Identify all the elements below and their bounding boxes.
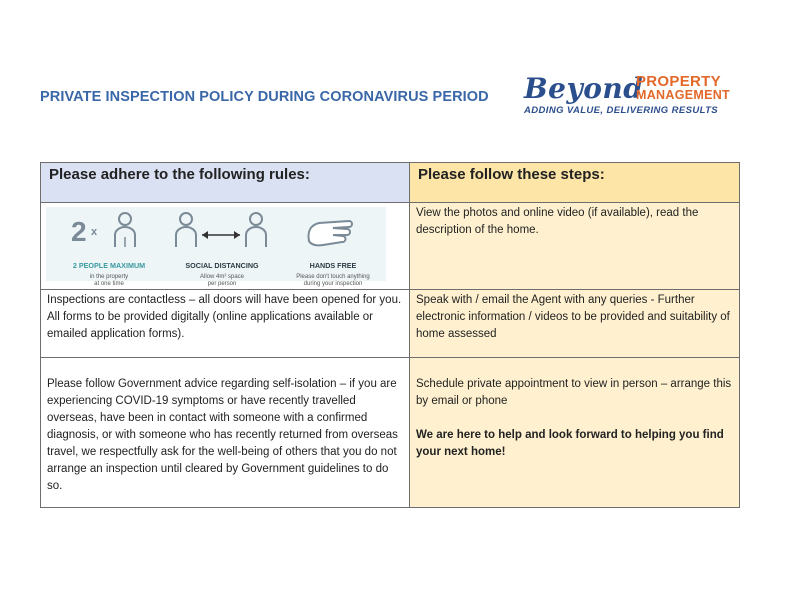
step-3-cell [410, 358, 740, 508]
people-max-sub1: in the property [89, 274, 129, 280]
logo-line-2: MANAGEMENT [636, 88, 730, 102]
steps-header: Please follow these steps: [410, 163, 740, 203]
rule-2-text: Inspections are contactless – all doors will have been opened for you. All forms to be provided digitally (online applications available or emailed application forms). [47, 294, 402, 340]
multiplier-number: 2 [71, 216, 87, 247]
people-max-sub2: at one time [94, 281, 124, 287]
rule-people-max [54, 211, 164, 288]
rules-header: Please adhere to the following rules: [41, 163, 410, 203]
logo-tagline: ADDING VALUE, DELIVERING RESULTS [524, 105, 719, 116]
social-distancing-icon [172, 211, 272, 249]
page-title: PRIVATE INSPECTION POLICY DURING CORONAVIRUS PERIOD [40, 89, 489, 105]
rule-3-cell [41, 358, 410, 508]
distancing-sub2: per person [207, 281, 237, 287]
logo-line-1: PROPERTY [636, 73, 721, 90]
step-1-cell [410, 203, 740, 290]
step-3-text: Schedule private appointment to view in person – arrange this by email or phone [416, 378, 732, 407]
multiplier-x: x [91, 226, 98, 238]
rule-2-cell [41, 290, 410, 358]
closing-message: We are here to help and look forward to helping you find your next home! [416, 429, 724, 458]
step-2-cell [410, 290, 740, 358]
hands-free-caption: HANDS FREE [309, 261, 357, 270]
people-max-caption: 2 PEOPLE MAXIMUM [72, 261, 146, 270]
policy-table [40, 162, 740, 508]
distancing-caption: SOCIAL DISTANCING [185, 261, 259, 270]
hands-free-sub2: during your inspection [303, 281, 363, 287]
distancing-sub1: Allow 4m² space [199, 274, 244, 280]
rules-icon-strip [46, 207, 404, 285]
company-logo [522, 72, 742, 122]
hands-free-sub1: Please don't touch anything [296, 274, 370, 280]
two-people-icon [69, 211, 149, 249]
logo-word: Beyond [524, 72, 644, 105]
step-1-text: View the photos and online video (if available), read the description of the home. [416, 207, 699, 236]
rules-icons-cell [41, 203, 410, 290]
rule-social-distancing [168, 211, 276, 288]
hand-icon [303, 211, 363, 249]
step-2-text: Speak with / email the Agent with any queries - Further electronic information / videos to be provided and suitability of home assessed [416, 294, 730, 340]
rule-3-text: Please follow Government advice regarding self-isolation – if you are experiencing COVID-19 symptoms or have recently travelled overseas, have been in contact with someone with a confirmed diagnosis, or with someone who has recently returned from overseas travel, we respectfully ask for the well-being of others that you do not arrange an inspection until cleared by Government guidelines to do so. [47, 378, 398, 492]
rule-hands-free [280, 211, 386, 288]
